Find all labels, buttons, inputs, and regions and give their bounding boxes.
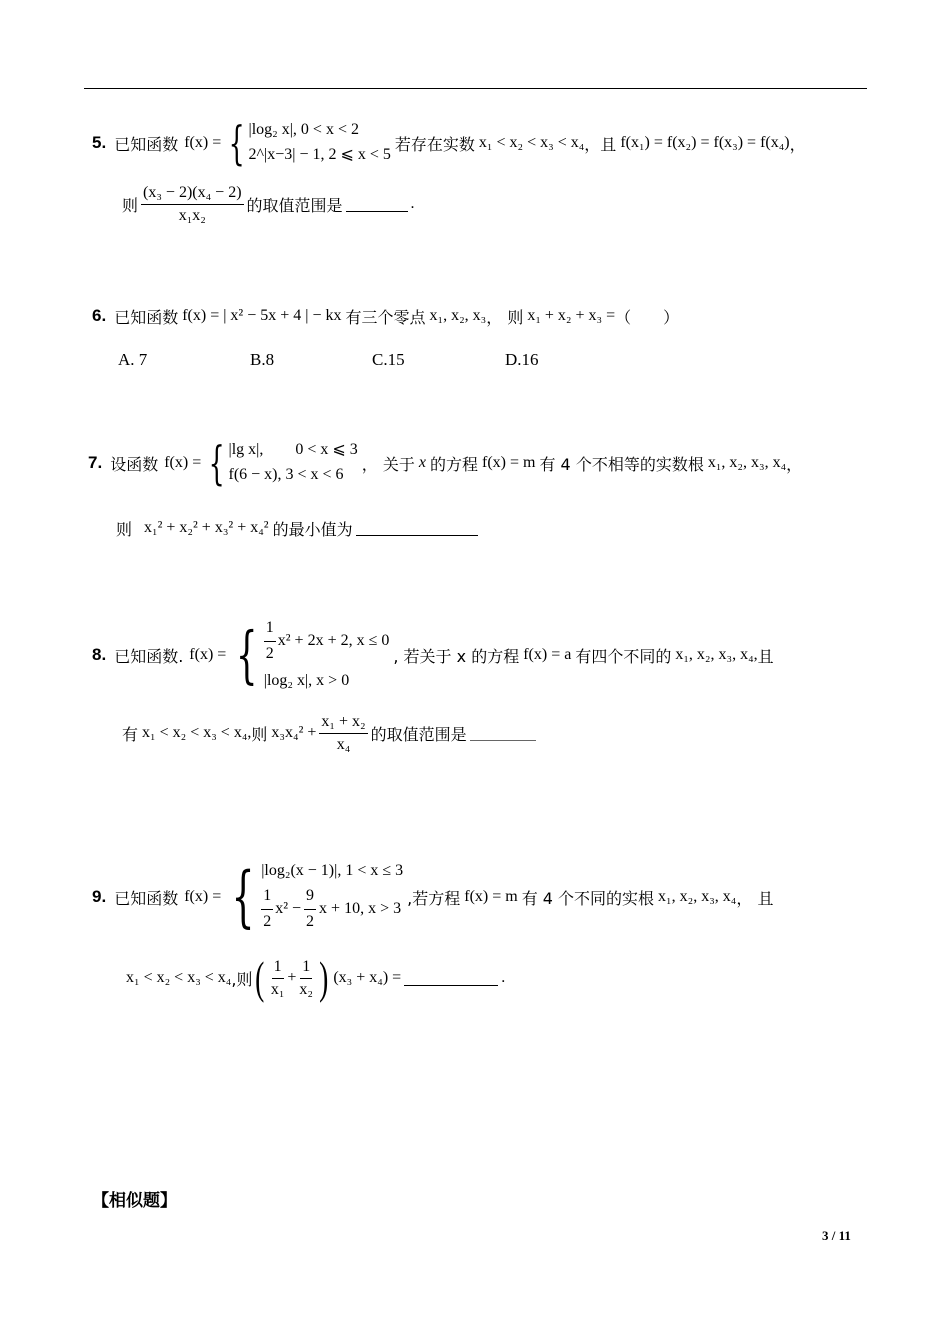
question-number: 6. [92,306,107,325]
left-brace: { [231,857,255,935]
left-paren: ( [255,952,265,1003]
piecewise-function: { |log₂(x − 1)|, 1 < x ≤ 3 $\frac{1}{2}$ x² − $\frac{9}{2}$ x + 10, x > 3 [231,857,404,935]
right-paren: ) [319,952,329,1003]
answer-blank[interactable] [346,197,408,212]
question-number: 8. [92,645,107,664]
question-number: 5. [92,133,107,152]
piecewise-function: { |log₂ x|, 0 < x < 2 2^|x−3| − 1, 2 ⩽ x < 5 [228,116,391,170]
option-b[interactable]: B.8 [250,350,275,369]
header-rule [84,88,867,89]
question-8-line-2: 有 x₁ < x₂ < x₃ < x₄, 则 x₃x₄² + $\frac{\text{x₁ + x₂}}{\text{x₄}}$ 的取值范围是 [122,710,539,756]
question-number: 7. [88,453,103,472]
question-9-line-2: x₁ < x₂ < x₃ < x₄ ,则 ( $\frac{1}{\text{x₁}}$ + $\frac{1}{\text{x₂}}$ ) (x₃ + x₄) = . [126,952,506,1003]
left-brace: { [208,436,225,490]
question-number: 9. [92,887,107,906]
fraction: $\frac{\text{x₁ + x₂}}{\text{x₄}}$ [321,712,366,753]
left-brace: { [236,618,258,691]
answer-blank[interactable] [356,521,478,536]
page-number: 3 / 11 [822,1228,851,1243]
question-7-line-2: 则 x₁² + x₂² + x₃² + x₄² 的最小值为 [116,514,481,542]
piecewise-function: { $\frac{1}{2}$ x² + 2x + 2, x ≤ 0 |log₂ x|, x > 0 [236,618,390,691]
fraction: $\frac{\text{(x₃ − 2)(x₄ − 2)}}{\text{x₁x₂}}$ [143,183,242,224]
answer-blank[interactable] [470,726,536,741]
question-9-line-1: 9. 已知函数 f(x) = { |log₂(x − 1)|, 1 < x ≤ 3 $\frac{1}{2}$ x² − $\frac{9}{2}$ x + 10, x > 3 ,若方程 f(x) = m 有 4 个不同的实根 x₁, x₂, x₃, x₄ ， 且 [92,857,774,935]
option-d[interactable]: D.16 [505,350,539,369]
option-a[interactable]: A. 7 [118,350,148,369]
question-6-line-1: 6. 已知函数 f(x) = | x² − 5x + 4 | − kx 有三个零点 x₁, x₂, x₃ ， 则 x₁ + x₂ + x₃ = （ ） [92,306,680,327]
option-c[interactable]: C.15 [372,350,405,369]
question-5-line-1: 5. 已知函数 f(x) = { |log₂ x|, 0 < x < 2 2^|x−3| − 1, 2 ⩽ x < 5 若存在实数 x₁ < x₂ < x₃ < x₄ ，且 f(x₁) = f(x₂) = f(x₃) = f(x₄) ， [92,116,806,170]
question-8-line-1: 8. 已知函数. f(x) = { $\frac{1}{2}$ x² + 2x + 2, x ≤ 0 |log₂ x|, x > 0 , 若关于 x 的方程 f(x) = a 有四个不同的 x₁, x₂, x₃, x₄, 且 [92,618,774,691]
piecewise-function: { |lg x|, 0 < x ⩽ 3 f(6 − x), 3 < x < 6 [208,436,358,490]
question-7-line-1: 7. 设函数 f(x) = { |lg x|, 0 < x ⩽ 3 f(6 − x), 3 < x < 6 ， 关于 x 的方程 f(x) = m 有 4 个不相等的实数根 x₁, x₂, x₃, x₄ ， [88,436,803,490]
answer-blank[interactable] [404,971,498,986]
left-brace: { [228,116,245,170]
question-5-line-2: 则 $\frac{\text{(x₃ − 2)(x₄ − 2)}}{\text{x₁x₂}}$ 的取值范围是 . [122,183,415,224]
similar-questions-heading: 【相似题】 [92,1191,177,1211]
